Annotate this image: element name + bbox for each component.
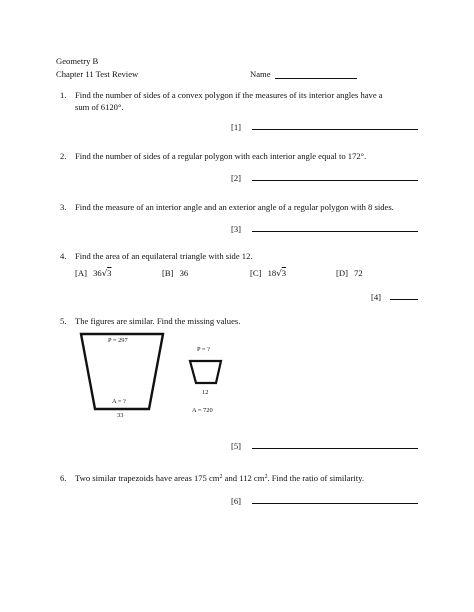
q3-number: 3. xyxy=(60,202,67,212)
q4-choice-b-value: 36 xyxy=(179,268,189,278)
q4-choice-c-root-icon: √ xyxy=(276,269,282,279)
q2-text: Find the number of sides of a regular polygon with each interior angle equal to 172°. xyxy=(75,151,367,161)
q4-choice-a xyxy=(75,268,111,279)
q4-choice-b xyxy=(162,268,188,278)
q4-choice-a-coef: 36 xyxy=(93,268,102,278)
q3-text: Find the measure of an interior angle and an exterior angle of a regular polygon with 8 sides. xyxy=(75,202,394,212)
q1-answer-line xyxy=(252,129,418,130)
q3-answer-line xyxy=(252,231,418,232)
small-trapezoid-figure xyxy=(188,358,224,388)
chapter-title: Chapter 11 Test Review xyxy=(56,69,139,79)
small-trapezoid-base: 12 xyxy=(202,389,209,396)
q4-choice-b-label: [B] xyxy=(162,268,174,278)
q1-number: 1. xyxy=(60,90,67,100)
q4-number: 4. xyxy=(60,251,67,261)
q6-sup-1: 2 xyxy=(219,474,223,480)
q4-text: Find the area of an equilateral triangle with side 12. xyxy=(75,251,253,261)
q4-choice-c xyxy=(250,268,286,279)
large-trapezoid-perimeter: P = 297 xyxy=(108,337,128,344)
small-trapezoid-perimeter: P = ? xyxy=(197,346,210,353)
course-title: Geometry B xyxy=(56,56,99,66)
small-trapezoid-shape xyxy=(190,361,221,383)
q4-answer-label: [4] xyxy=(371,292,382,302)
q4-choice-d-label: [D] xyxy=(336,268,348,278)
q4-choice-d xyxy=(336,268,363,278)
q5-number: 5. xyxy=(60,316,67,326)
q6-text xyxy=(75,474,364,483)
name-line xyxy=(275,78,357,79)
large-trapezoid-area: A = ? xyxy=(112,398,126,405)
q4-choice-c-radicand: 3 xyxy=(281,268,286,278)
q1-text-line2: sum of 6120°. xyxy=(75,102,124,112)
q6-sup-2: 2 xyxy=(264,474,268,480)
q6-text-a: Two similar trapezoids have areas 175 cm xyxy=(75,473,220,483)
q5-answer-label: [5] xyxy=(231,441,242,451)
small-trapezoid-area: A = 720 xyxy=(192,407,213,414)
q6-answer-line xyxy=(252,503,418,504)
q4-answer-line xyxy=(390,299,418,300)
q4-choice-c-coef: 18 xyxy=(267,268,277,278)
q1-answer-label: [1] xyxy=(231,122,242,132)
q6-text-c: . Find the ratio of similarity. xyxy=(267,473,365,483)
q5-answer-line xyxy=(252,448,418,449)
q6-text-b: and 112 cm xyxy=(222,473,265,483)
q2-answer-line xyxy=(252,180,418,181)
q4-choice-d-value: 72 xyxy=(354,268,363,278)
q5-text: The figures are similar. Find the missing values. xyxy=(75,316,241,326)
q6-number: 6. xyxy=(60,473,67,483)
q2-number: 2. xyxy=(60,151,67,161)
q2-answer-label: [2] xyxy=(231,173,242,183)
q3-answer-label: [3] xyxy=(231,224,242,234)
q1-text-line1: Find the number of sides of a convex polygon if the measures of its interior angles have a xyxy=(75,90,383,100)
q4-choice-a-root-icon: √ xyxy=(101,269,108,279)
large-trapezoid-base: 33 xyxy=(117,412,124,419)
q6-answer-label: [6] xyxy=(231,496,242,506)
q4-choice-a-label: [A] xyxy=(75,268,87,278)
q4-choice-c-label: [C] xyxy=(250,268,262,278)
name-label: Name xyxy=(250,69,271,79)
q4-choice-a-radicand: 3 xyxy=(107,268,112,278)
